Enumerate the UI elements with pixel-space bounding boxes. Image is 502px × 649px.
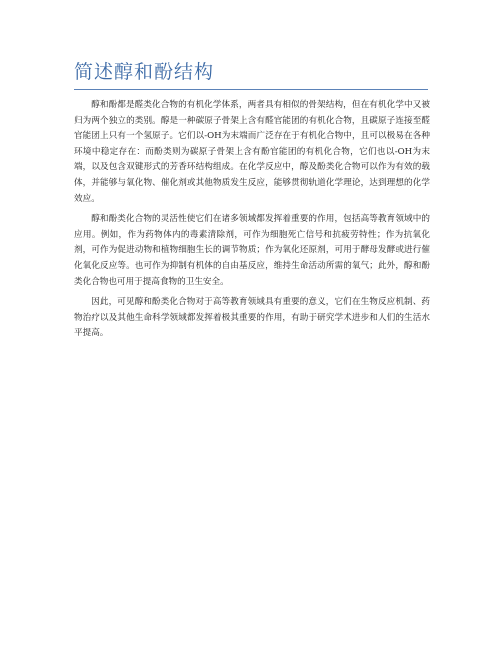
paragraph-2: 醇和酚类化合物的灵活性使它们在诸多领域都发挥着重要的作用，包括高等教育领域中的应用。例如，作为药物体内的毒素清除剂，可作为细胞死亡信号和抗疲劳特性；作为抗氧化剂，可作为促进动物和植物细胞生长的调节物质；作为氧化还原剂，可用于酵母发酵或进行催化氧化反应等。也可作为抑制有机体的自由基反应，维持生命活动所需的氧气；此外，醇和酚类化合物也可用于提高食物的卫生安全。 — [74, 214, 430, 287]
paragraph-1: 醇和酚都是醛类化合物的有机化学体系，两者具有相似的骨架结构，但在有机化学中又被归为两个独立的类别。醇是一种碳原子骨架上含有醛官能团的有机化合物，且碳原子连接至醛官能团上只有一个氢原子。它们以-OH为末端而广泛存在于有机化合物中，且可以极易在各种环境中稳定存在：而酚类则为碳原子骨架上含有酚官能团的有机化合物，它们也以-OH为末端，以及包含双键形式的芳香环结构组成。在化学反应中，醇及酚类化合物可以作为有效的载体，并能够与氧化物、催化剂或其他物质发生反应，能够贯彻轨道化学理论，达到理想的化学效应。 — [74, 100, 430, 204]
title-underline — [74, 89, 428, 90]
document-body — [74, 98, 430, 347]
document-title: 简述醇和酚结构 — [74, 61, 215, 83]
paragraph-3: 因此，可见醇和酚类化合物对于高等教育领域具有重要的意义，它们在生物反应机制、药物治疗以及其他生命科学领域都发挥着极其重要的作用，有助于研究学术进步和人们的生活水平提高。 — [74, 297, 430, 339]
